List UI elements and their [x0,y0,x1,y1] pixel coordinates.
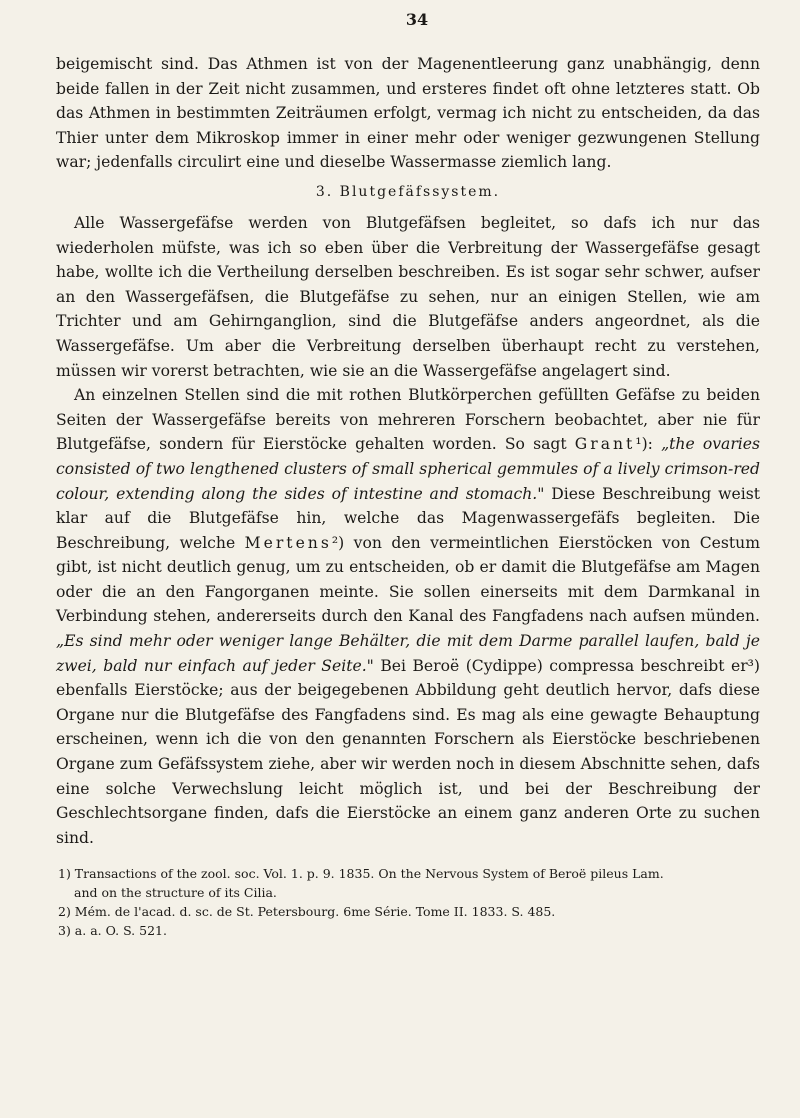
paragraph-wassergefaesse: Alle Wassergefäfse werden von Blutgefäfsen begleitet, so dafs ich nur das wiederholen müfste, was ich so eben über die Verbreitung der Wassergefäfse gesagt habe, wollte ich die Vertheilung derselben beschreiben. Es ist sogar sehr schwer, aufser an den Wassergefäfsen, die Blutgefäfse zu sehen, nur an einigen Stellen, wie am Trichter und am Gehirnganglion, sind die Blutgefäfse anders angeordnet, als die Wassergefäfse. Um aber die Verbreitung derselben überhaupt recht zu verstehen, müssen wir vorerst betrachten, wie sie an die Wassergefäfse angelagert sind. [56,213,760,380]
english-quote: „the ovaries consisted of two lengthened clusters of small spherical gemmules of a lively crimson-red colour, extending along the sides of intestine and stomach." [56,435,760,503]
paragraph-eierstoecke [56,383,760,850]
section-heading: 3. Blutgefäfssystem. [315,183,501,200]
author-name-mertens: Mertens [244,533,332,552]
text-span: ²) von den vermeintlichen Eierstöcken von Cestum gibt, ist nicht deutlich genug, um zu entscheiden, ob er damit die Blutgefäfse am Magen oder die an den Fangorganen meinte. Sie sollen einerseits mit dem Darmkanal in Verbindung stehen, andererseits durch den Kanal des Fangfadens nach aufsen münden. [56,533,760,626]
text-span: An einzelnen Stellen sind die mit rothen Blutkörperchen gefüllten Gefäfse zu beiden Seiten der Wassergefäfse bereits von mehreren Forschern beobachtet, aber nie für Blutgefäfse, sondern für Eierstöcke gehalten worden. So sagt [56,386,760,454]
text-span: Bei Beroë (Cydippe) compressa beschreibt er³) ebenfalls Eierstöcke; aus der beigegebenen Abbildung geht deutlich hervor, dafs diese Organe nur die Blutgefäfse des Fangfadens sind. Es mag als eine gewagte Behauptung erscheinen, wenn ich die von den genannten Forschern als Eierstöcke beschriebenen Organe zum Gefäfssystem ziehe, aber wir werden noch in diesem Abschnitte sehen, dafs eine solche Verwechslung leicht möglich ist, und bei der Beschreibung der Geschlechtsorgane finden, dafs die Eierstöcke an einem ganz anderen Orte zu suchen sind. [56,656,761,847]
footnote-2: 2) Mém. de l'acad. d. sc. de St. Petersbourg. 6me Série. Tome II. 1833. S. 485. [58,904,556,920]
author-name-grant: Grant [574,435,636,454]
footnote-1-continuation: and on the structure of its Cilia. [74,885,277,901]
paragraph-athmen: beigemischt sind. Das Athmen ist von der Magenentleerung ganz unabhängig, denn beide fallen in der Zeit nicht zusammen, und ersteres findet oft ohne letzteres statt. Ob das Athmen in bestimmten Zeiträumen erfolgt, vermag ich nicht zu entscheiden, da das Thier unter dem Mikroskop immer in einer mehr oder weniger gezwungenen Stellung war; jedenfalls circulirt eine und dieselbe Wassermasse ziemlich lang. [56,55,760,172]
german-quote: „Es sind mehr oder weniger lange Behälter, die mit dem Darme parallel laufen, bald je zwei, bald nur einfach auf jeder Seite." [56,632,760,675]
body-text [56,52,760,850]
text-span: Diese Beschreibung weist klar auf die Blutgefäfse hin, welche das Magenwassergefäfs begleiten. Die Beschreibung, welche [56,484,760,552]
footnote-ref-1: ¹): [635,435,653,454]
page-number: 34 [405,10,429,29]
footnotes [56,864,760,940]
footnote-1: 1) Transactions of the zool. soc. Vol. 1. p. 9. 1835. On the Nervous System of Beroë pileus Lam. [58,866,664,882]
footnote-3: 3) a. a. O. S. 521. [58,923,167,939]
